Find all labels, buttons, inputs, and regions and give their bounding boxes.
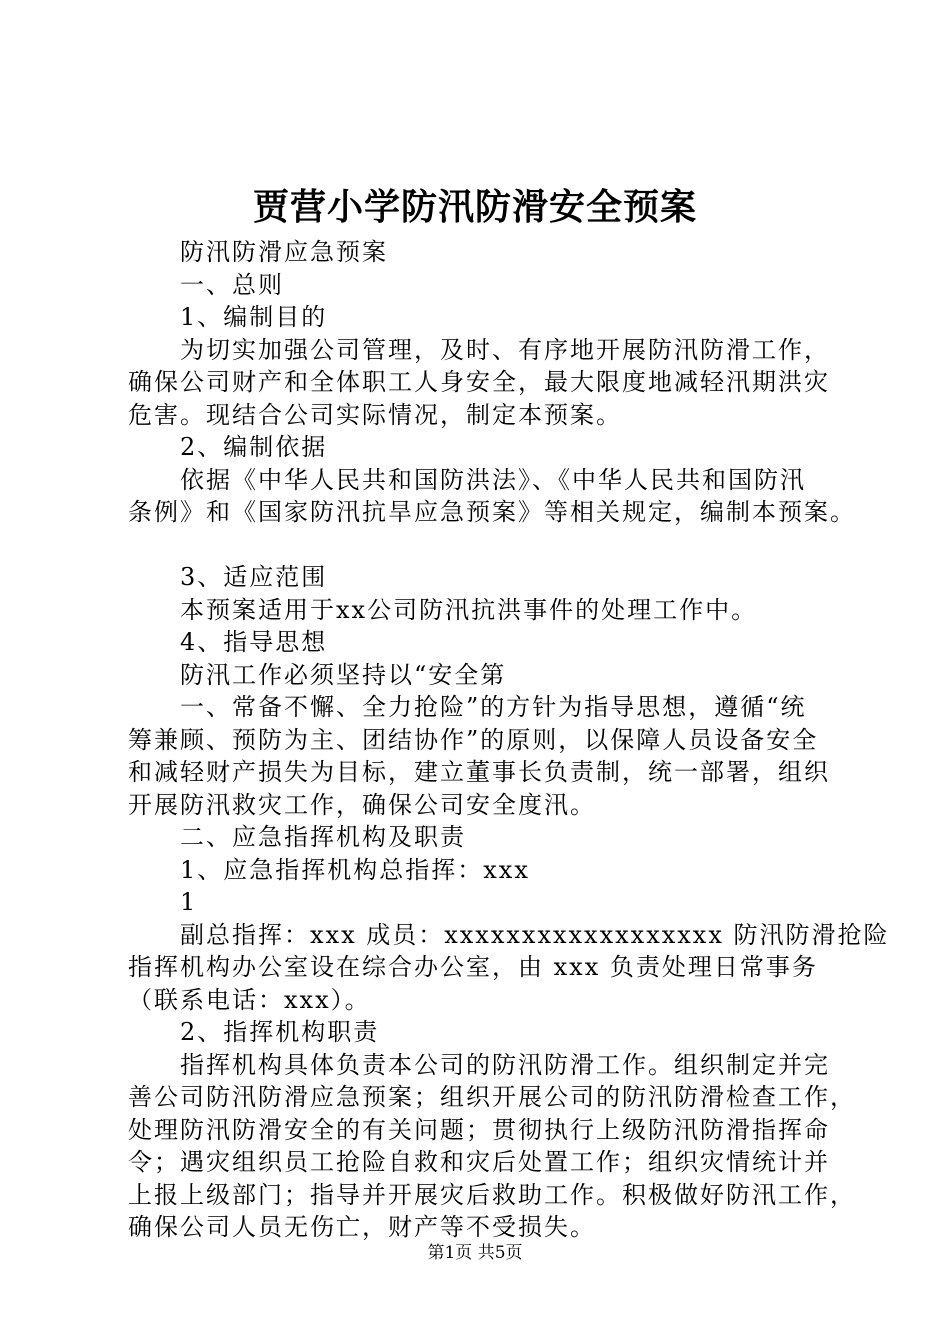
- paragraph-line: 本预案适用于xx公司防汛抗洪事件的处理工作中。: [180, 595, 758, 624]
- page-break-number: 1: [180, 888, 198, 916]
- section-heading: 2、指挥机构职责: [180, 1018, 380, 1046]
- paragraph-line: 副总指挥：xxx 成员：xxxxxxxxxxxxxxxxxx 防汛防滑抢险: [180, 920, 890, 949]
- paragraph-line: 为切实加强公司管理，及时、有序地开展防汛防滑工作，: [180, 335, 830, 364]
- section-heading: 一、总则: [180, 270, 284, 299]
- paragraph-line: 指挥机构具体负责本公司的防汛防滑工作。组织制定并完: [180, 1050, 830, 1079]
- paragraph-line: 开展防汛救灾工作，确保公司安全度汛。: [128, 790, 596, 819]
- paragraph-line: 防汛工作必须坚持以“安全第: [180, 660, 507, 689]
- paragraph-line: 和减轻财产损失为目标，建立董事长负责制，统一部署，组织: [128, 758, 830, 786]
- paragraph-line: 条例》和《国家防汛抗旱应急预案》等相关规定，编制本预案。: [128, 498, 856, 526]
- section-heading: 4、指导思想: [180, 628, 328, 656]
- paragraph-line: 善公司防汛防滑应急预案；组织开展公司的防汛防滑检查工作，: [128, 1083, 856, 1111]
- section-heading: 3、适应范围: [180, 563, 328, 591]
- paragraph-line: 处理防汛防滑安全的有关问题；贯彻执行上级防汛防滑指挥命: [128, 1115, 830, 1144]
- paragraph-line: 筹兼顾、预防为主、团结协作”的原则，以保障人员设备安全: [128, 725, 819, 754]
- section-heading: 1、编制目的: [180, 303, 328, 331]
- section-heading: 2、编制依据: [180, 433, 328, 461]
- blank-line: [128, 529, 850, 562]
- section-heading: 二、应急指挥机构及职责: [180, 823, 466, 851]
- section-heading: 1、应急指挥机构总指挥：xxx: [180, 855, 530, 884]
- paragraph-line: 依据《中华人民共和国防洪法》、《中华人民共和国防汛: [180, 465, 806, 494]
- paragraph-line: 上报上级部门；指导并开展灾后救助工作。积极做好防汛工作，: [128, 1180, 856, 1209]
- paragraph-line: 一、常备不懈、全力抢险”的方针为指导思想，遵循“统: [180, 693, 807, 721]
- paragraph-line: （联系电话：xxx）。: [128, 985, 371, 1014]
- section-heading: 防汛防滑应急预案: [180, 238, 388, 266]
- document-body: [128, 236, 890, 1244]
- paragraph-line: 令；遇灾组织员工抢险自救和灾后处置工作；组织灾情统计并: [128, 1148, 830, 1176]
- paragraph-line: 确保公司人员无伤亡，财产等不受损失。: [128, 1213, 596, 1241]
- document-title: 贾营小学防汛防滑安全预案: [252, 186, 697, 228]
- paragraph-line: 危害。现结合公司实际情况，制定本预案。: [128, 400, 622, 429]
- paragraph-line: 指挥机构办公室设在综合办公室，由 xxx 负责处理日常事务: [128, 953, 818, 981]
- page-footer: 第1页 共5页: [427, 1243, 523, 1263]
- paragraph-line: 确保公司财产和全体职工人身安全，最大限度地减轻汛期洪灾: [128, 368, 830, 396]
